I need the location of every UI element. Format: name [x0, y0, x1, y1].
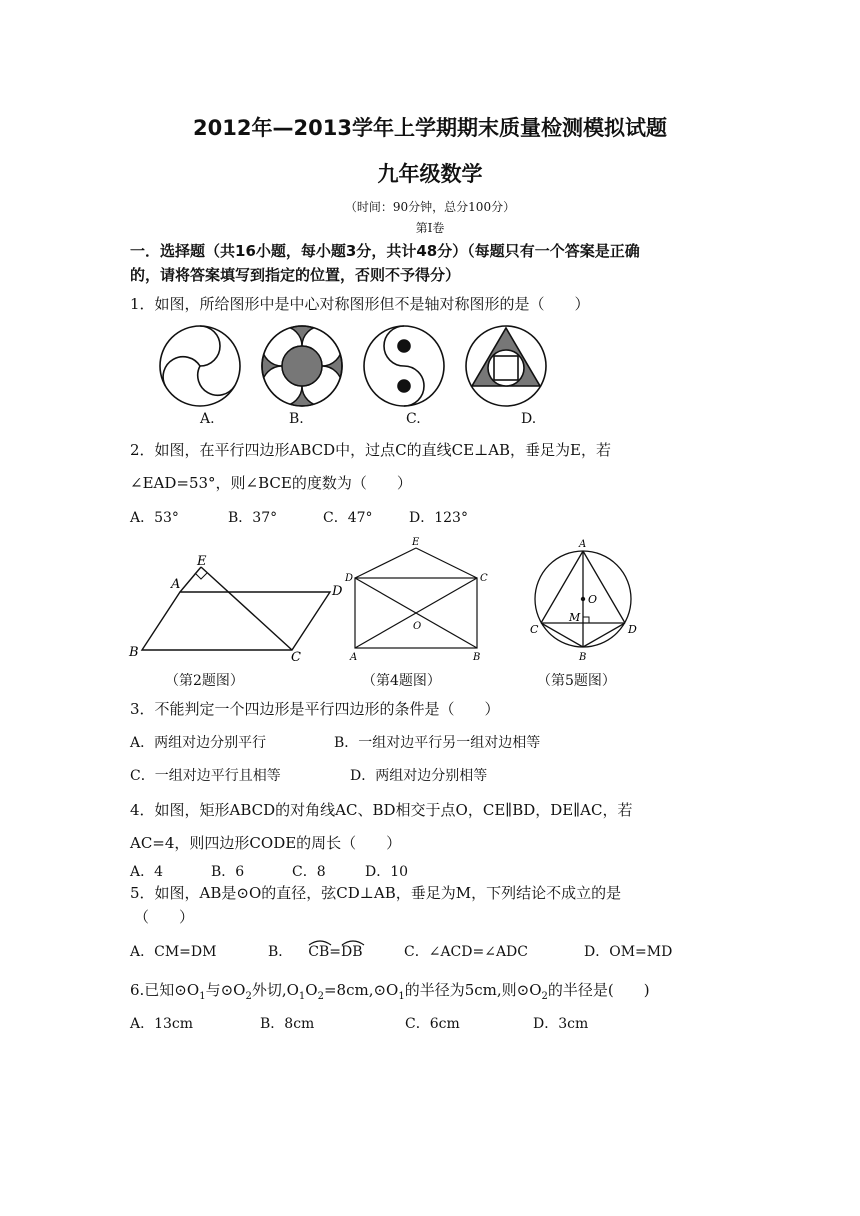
figure-b-flower — [262, 326, 342, 406]
q2-option-a: A．53° — [130, 510, 179, 526]
fig2-label-c: C — [291, 650, 301, 665]
q6-part: 的半径是( ) — [547, 981, 650, 999]
exam-title: 2012年—2013学年上学期期末质量检测模拟试题 — [193, 116, 667, 140]
q6-sub: 2 — [541, 991, 548, 1002]
q5-line2: （ ） — [134, 908, 195, 926]
q6-part: 与⊙O — [205, 981, 246, 999]
q5-arc-db — [341, 944, 363, 960]
q6-sub: 1 — [398, 991, 405, 1002]
q2-option-c: C．47° — [323, 510, 373, 526]
fig5-label-m: M — [569, 611, 581, 624]
fig2-label-d: D — [332, 584, 343, 599]
fig4-label-a: A — [350, 652, 358, 663]
fig4-rectangle — [355, 548, 477, 648]
fig4-label-b: B — [473, 652, 481, 663]
q6-option-d: D．3cm — [533, 1016, 589, 1032]
figure-a-swirl — [160, 326, 240, 406]
q4-option-b: B．6 — [211, 864, 245, 880]
q6-sub: 2 — [245, 991, 252, 1002]
arc-cb-icon — [308, 938, 332, 946]
q6-part: =8cm,⊙O — [323, 981, 399, 999]
q6-part: O — [305, 981, 318, 999]
q3-option-d: D．两组对边分别相等 — [350, 768, 488, 784]
q2-line1: 2．如图，在平行四边形ABCD中，过点C的直线CE⊥AB，垂足为E，若 — [130, 441, 611, 459]
q6-option-c: C．6cm — [405, 1016, 460, 1032]
q6-sub: 1 — [298, 991, 306, 1002]
q6-part: 6.已知⊙O — [130, 981, 200, 999]
q2-option-b: B．37° — [228, 510, 278, 526]
q6-part: 外切,O — [251, 981, 299, 999]
q1-label-d: D. — [521, 411, 537, 427]
fig5-label-o: O — [588, 593, 598, 606]
section-header-line2: 的，请将答案填写到指定的位置，否则不予得分） — [130, 266, 461, 284]
q2-line2: ∠EAD=53°，则∠BCE的度数为（ ） — [130, 474, 412, 492]
fig4-label-e: E — [412, 537, 420, 548]
q6-sub: 1 — [199, 991, 206, 1002]
q5-option-b-prefix: B． — [268, 944, 293, 960]
q5-arc-cb — [308, 944, 329, 960]
fig5-label-d: D — [628, 623, 637, 636]
q1-label-a: A. — [200, 411, 215, 427]
caption-fig4: （第4题图） — [362, 673, 441, 689]
q1-stem: 1．如图，所给图形中是中心对称图形但不是轴对称图形的是（ ） — [130, 295, 590, 313]
volume-label: 第Ⅰ卷 — [415, 221, 445, 235]
q5-arc-db-text: DB — [341, 944, 363, 960]
q5-arc-cb-text: CB — [308, 944, 330, 960]
fig4-label-c: C — [480, 573, 488, 584]
fig5-center-dot — [581, 597, 585, 601]
q5-option-b — [268, 941, 363, 961]
fig2-label-a: A — [171, 577, 181, 592]
q6-option-a: A．13cm — [130, 1016, 194, 1032]
time-info: （时间：90分钟，总分100分） — [344, 200, 516, 214]
q1-figures — [150, 322, 560, 412]
q6-option-b: B．8cm — [260, 1016, 315, 1032]
q3-option-b: B．一组对边平行另一组对边相等 — [334, 735, 541, 751]
section-header-line1: 一．选择题（共16小题，每小题3分，共计48分）（每题只有一个答案是正确 — [130, 242, 640, 260]
q1-label-b: B. — [289, 411, 304, 427]
q6-sub: 2 — [317, 991, 324, 1002]
fig4-label-o: O — [413, 621, 422, 632]
q3-option-c: C．一组对边平行且相等 — [130, 768, 281, 784]
q1-label-c: C. — [406, 411, 421, 427]
q5-arc-equals: = — [329, 944, 342, 960]
q4-option-a: A．4 — [130, 864, 164, 880]
fig5-label-a: A — [579, 539, 587, 550]
caption-fig2: （第2题图） — [165, 673, 244, 689]
fig4-label-d: D — [345, 573, 354, 584]
fig2-label-b: B — [129, 645, 139, 660]
fig2-label-e: E — [197, 554, 207, 569]
fig5-label-c: C — [530, 623, 539, 636]
q4-option-c: C．8 — [292, 864, 326, 880]
figure-c-yinyang — [364, 326, 444, 406]
q4-option-d: D．10 — [365, 864, 409, 880]
q4-line2: AC=4，则四边形CODE的周长（ ） — [130, 834, 402, 852]
q5-option-a: A．CM=DM — [130, 944, 217, 960]
q3-option-a: A．两组对边分别平行 — [130, 735, 267, 751]
q5-option-c: C．∠ACD=∠ADC — [404, 944, 528, 960]
arc-db-icon — [341, 938, 365, 946]
caption-fig5: （第5题图） — [537, 673, 616, 689]
exam-subject: 九年级数学 — [377, 162, 483, 186]
q3-stem: 3．不能判定一个四边形是平行四边形的条件是（ ） — [130, 700, 500, 718]
fig5-label-b: B — [579, 652, 587, 663]
q6-part: 的半径为5cm,则⊙O — [404, 981, 542, 999]
q5-line1: 5．如图，AB是⊙O的直径，弦CD⊥AB，垂足为M，下列结论不成立的是 — [130, 884, 622, 902]
q6-stem — [130, 979, 650, 1002]
figures-row — [125, 535, 665, 670]
figure-d-triangle — [466, 326, 546, 406]
q5-option-d: D．OM=MD — [584, 944, 673, 960]
q2-option-d: D．123° — [409, 510, 468, 526]
q4-line1: 4．如图，矩形ABCD的对角线AC、BD相交于点O，CE∥BD，DE∥AC，若 — [130, 801, 633, 819]
